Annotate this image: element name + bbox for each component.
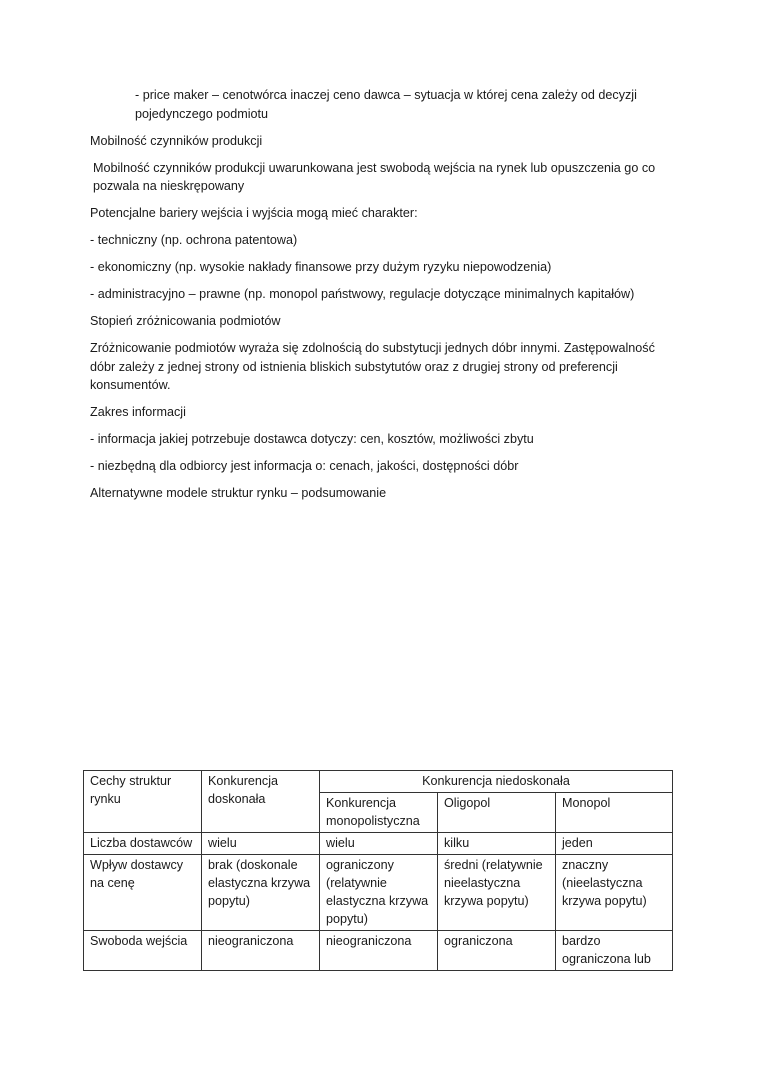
factor-mobility-paragraph: Mobilność czynników produkcji uwarunkowana jest swobodą wejścia na rynek lub opuszczenia go co pozwala na nieskrępowany <box>93 160 656 193</box>
barrier-economic-bullet: - ekonomiczny (np. wysokie nakłady finansowe przy dużym ryzyku niepowodzenia) <box>90 260 552 274</box>
table-row <box>84 931 673 971</box>
table-cell: znaczny (nieelastyczna krzywa popytu) <box>556 855 673 931</box>
table-cell: średni (relatywnie nieelastyczna krzywa popytu) <box>438 855 556 931</box>
supplier-information-bullet: - informacja jakiej potrzebuje dostawca dotyczy: cen, kosztów, możliwości zbytu <box>90 432 534 446</box>
header-cell-imperfect-competition: Konkurencja niedoskonała <box>320 771 673 793</box>
row-label: Liczba dostawców <box>84 833 202 855</box>
header-cell-perfect-competition: Konkurencja doskonała <box>202 771 320 833</box>
market-structures-table <box>83 770 673 971</box>
header-cell-features: Cechy struktur rynku <box>84 771 202 833</box>
table-cell: kilku <box>438 833 556 855</box>
table-cell: brak (doskonale elastyczna krzywa popytu) <box>202 855 320 931</box>
differentiation-paragraph: Zróżnicowanie podmiotów wyraża się zdolnością do substytucji jednych dóbr innymi. Zastępowalność dóbr zależy z jednej strony od istnienia bliskich substytutów oraz z drugiej strony od preferencji konsumentów. <box>90 341 655 392</box>
barrier-administrative-bullet: - administracyjno – prawne (np. monopol państwowy, regulacje dotyczące minimalnych kapitałów) <box>90 287 635 301</box>
table-cell: wielu <box>320 833 438 855</box>
header-cell-oligopoly: Oligopol <box>438 793 556 833</box>
table-cell: jeden <box>556 833 673 855</box>
table-cell: ograniczony (relatywnie elastyczna krzywa popytu) <box>320 855 438 931</box>
section-heading-information: Zakres informacji <box>90 405 186 419</box>
document-body <box>90 86 675 511</box>
barriers-intro: Potencjalne bariery wejścia i wyjścia mogą mieć charakter: <box>90 206 418 220</box>
table-cell: bardzo ograniczona lub <box>556 931 673 971</box>
table-row <box>84 833 673 855</box>
section-heading-differentiation: Stopień zróżnicowania podmiotów <box>90 314 281 328</box>
header-cell-monopoly: Monopol <box>556 793 673 833</box>
table-header-row <box>84 771 673 793</box>
section-heading-factor-mobility: Mobilność czynników produkcji <box>90 133 263 148</box>
section-heading-summary: Alternatywne modele struktur rynku – podsumowanie <box>90 486 387 500</box>
buyer-information-bullet: - niezbędną dla odbiorcy jest informacja o: cenach, jakości, dostępności dóbr <box>90 459 519 473</box>
table-cell: ograniczona <box>438 931 556 971</box>
table-row <box>84 855 673 931</box>
barrier-technical-bullet: - techniczny (np. ochrona patentowa) <box>90 233 298 247</box>
table-cell: nieograniczona <box>320 931 438 971</box>
row-label: Swoboda wejścia <box>84 931 202 971</box>
price-maker-bullet: - price maker – cenotwórca inaczej ceno dawca – sytuacja w której cena zależy od decyzji pojedynczego podmiotu <box>135 88 637 121</box>
table-cell: nieograniczona <box>202 931 320 971</box>
row-label: Wpływ dostawcy na cenę <box>84 855 202 931</box>
header-cell-monopolistic-competition: Konkurencja monopolistyczna <box>320 793 438 833</box>
table-cell: wielu <box>202 833 320 855</box>
